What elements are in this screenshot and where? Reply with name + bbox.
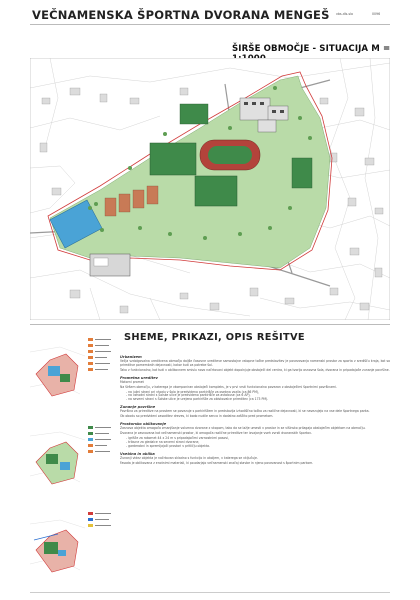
document-code: vbs-dls-slo xyxy=(336,12,353,16)
paragraph: Tako v funkcionalno, kot tudi v oblikovnem smislu novo načrtovani objekt dopolnjuje obstoječi del centra, ki ga tvorijo osnovna šola, dvorana in pripadajoče zunanje površine. xyxy=(120,367,390,372)
paragraph: Dvorana je zasnovana kot večnamenski prostor, ki omogoča različne prireditve ter izvajanje vseh zvrsti dvoranskih športov. xyxy=(120,430,312,435)
title-rule xyxy=(30,24,390,25)
paragraph: Motorni promet xyxy=(120,379,144,384)
bottom-rule xyxy=(30,592,390,593)
paragraph: Večja vzdolgovalna ureditvena območja daljše časovne urediteve samostojne vstopne točke predstavitev je povezovanja namenski prostor za sporta v središču kraja, kot so prireditve pomembnih dejavnosti, kakor tudi za potrebe šol. xyxy=(120,359,390,367)
document-title: VEČNAMENSKA ŠPORTNA DVORANA MENGEŠ xyxy=(32,8,330,22)
list-item: - tribune za gledalce na severni strani dvorane, xyxy=(126,439,200,444)
section-heading: Zunanje površine xyxy=(120,405,156,410)
paragraph: Ob obodu so predvideni zasaditev dreves, ki bodo nudile senco in dodatno zaščito pred prometom. xyxy=(120,414,274,419)
scheme-1 xyxy=(30,332,115,412)
site-plan-map xyxy=(30,58,390,320)
paragraph: Fasada je oblikovana z enotnimi materiali, ki poudarjajo večnamenski značaj stavbe in njeno povezanost s športnim parkom. xyxy=(120,460,314,465)
scheme-3 xyxy=(30,504,115,584)
document-number: 0096 xyxy=(372,12,381,16)
paragraph: Površina za prireditve na prostem se povezuje s parkiriščem in predstavlja izhodiščno točko za različne dejavnosti, ki se navezujejo na vse dele športnega parka. xyxy=(120,409,370,414)
paragraph: Zunanji videz objekta je načrtovan skladno s funkcijo in okoljem, v katerega se vključuje. xyxy=(120,455,258,460)
section-title: SHEME, PRIKAZI, OPIS REŠITVE xyxy=(124,332,305,343)
scheme-2 xyxy=(30,418,115,498)
section-heading: Prometna ureditev xyxy=(120,375,158,380)
paragraph: Na širšem območju, v katerega je vkomponiran obstoječi kompleks, je v prvi vrsti funkcionalno povezan z obstoječimi športnimi površinami. xyxy=(120,384,337,389)
list-item: - na južni strani pri vhodu v šolo je predvideno parkirišče za osebna vozila (ca 86 PM), xyxy=(126,389,260,394)
section-heading: Urbanizem xyxy=(120,355,142,359)
section-rule xyxy=(30,324,390,325)
section-heading: Vsebina in oblika xyxy=(120,451,155,456)
list-item: - garderobni in spremljajoči prostori v pritličju objekta. xyxy=(126,443,211,448)
list-item: - igrišče za rokomet 44 x 24 m s pripadajočimi varnostnimi pasovi, xyxy=(126,435,230,440)
section-heading: Prostorsko oblikovanje xyxy=(120,422,167,427)
list-item: - na severni strani s Šolske ulice je urejeno parkirišče za obiskovalce prireditev (ca 173 PM). xyxy=(126,397,269,402)
schemes-column xyxy=(30,330,115,592)
plan-subtitle: ŠIRŠE OBMOČJE - SITUACIJA M = xyxy=(232,44,391,54)
paragraph: Zasnova objekta omogoča zmanjšanje volumna dvorane z vkopom, tako da se lažje umesti v prostor in se višinsko prilagaja obstoječim objektom na območju. xyxy=(120,426,366,431)
list-item: - na vzhodni strani s Šolske ulice je predvideno parkirišče za avtobuse (ca 6 AP), xyxy=(126,393,251,398)
description-text xyxy=(120,352,390,592)
